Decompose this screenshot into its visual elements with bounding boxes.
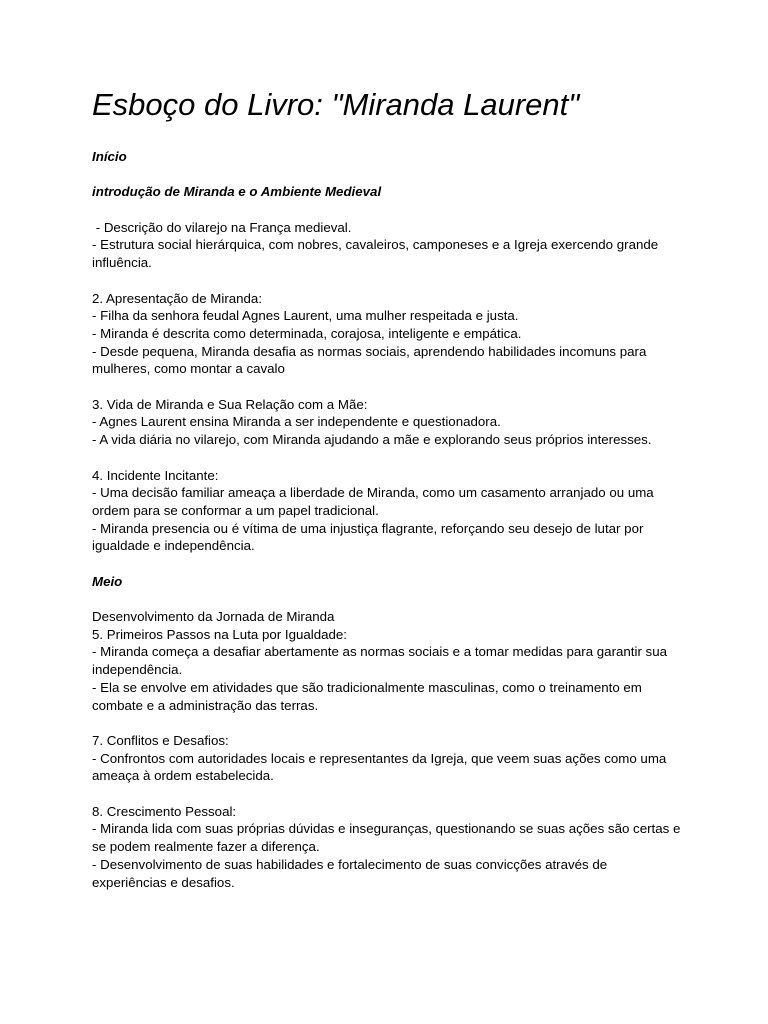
outline-line: - Ela se envolve em atividades que são tradicionalmente masculinas, como o treinamento em combate e a administração das terras. bbox=[92, 679, 642, 713]
outline-line: - Miranda lida com suas próprias dúvidas e inseguranças, questionando se suas ações são certas e se podem realmente fazer a diferença. bbox=[92, 821, 681, 855]
outline-line: - Miranda começa a desafiar abertamente as normas sociais e a tomar medidas para garantir sua independência. bbox=[92, 644, 667, 678]
outline-line: - Filha da senhora feudal Agnes Laurent, uma mulher respeitada e justa. bbox=[92, 308, 519, 324]
outline-line: - Desenvolvimento de suas habilidades e fortalecimento de suas convicções através de experiências e desafios. bbox=[92, 856, 608, 890]
outline-heading: 8. Crescimento Pessoal: bbox=[92, 803, 237, 819]
document-body bbox=[92, 148, 682, 891]
outline-line: - Estrutura social hierárquica, com nobres, cavaleiros, camponeses e a Igreja exercendo grande influência. bbox=[92, 237, 659, 271]
outline-line: - Agnes Laurent ensina Miranda a ser independente e questionadora. bbox=[92, 414, 501, 430]
outline-heading: 4. Incidente Incitante: bbox=[92, 467, 219, 483]
section-label-inicio: Início bbox=[92, 149, 127, 164]
outline-subheading: Desenvolvimento da Jornada de Miranda bbox=[92, 609, 335, 625]
outline-line: - Desde pequena, Miranda desafia as normas sociais, aprendendo habilidades incomuns para mulheres, como montar a cavalo bbox=[92, 343, 647, 377]
outline-line: - Confrontos com autoridades locais e representantes da Igreja, que veem suas ações como uma ameaça à ordem estabelecida. bbox=[92, 750, 667, 784]
outline-line: - Descrição do vilarejo na França medieval. bbox=[92, 219, 352, 235]
outline-line: - Miranda é descrita como determinada, corajosa, inteligente e empática. bbox=[92, 325, 522, 341]
document-title: Esboço do Livro: "Miranda Laurent" bbox=[92, 87, 580, 122]
section-label-intro: introdução de Miranda e o Ambiente Medieval bbox=[92, 184, 382, 200]
outline-heading: 7. Conflitos e Desafios: bbox=[92, 732, 229, 748]
section-label-meio: Meio bbox=[92, 573, 123, 589]
outline-line: - Uma decisão familiar ameaça a liberdade de Miranda, como um casamento arranjado ou uma ordem para se conformar a um papel tradicional. bbox=[92, 485, 654, 518]
outline-heading: 3. Vida de Miranda e Sua Relação com a Mãe: bbox=[92, 396, 368, 412]
outline-heading: 2. Apresentação de Miranda: bbox=[92, 290, 263, 306]
outline-heading: 5. Primeiros Passos na Luta por Igualdade: bbox=[92, 626, 348, 642]
outline-line: - A vida diária no vilarejo, com Miranda ajudando a mãe e explorando seus próprios interesses. bbox=[92, 432, 652, 448]
outline-line: - Miranda presencia ou é vítima de uma injustiça flagrante, reforçando seu desejo de lutar por igualdade e independência. bbox=[92, 520, 644, 554]
